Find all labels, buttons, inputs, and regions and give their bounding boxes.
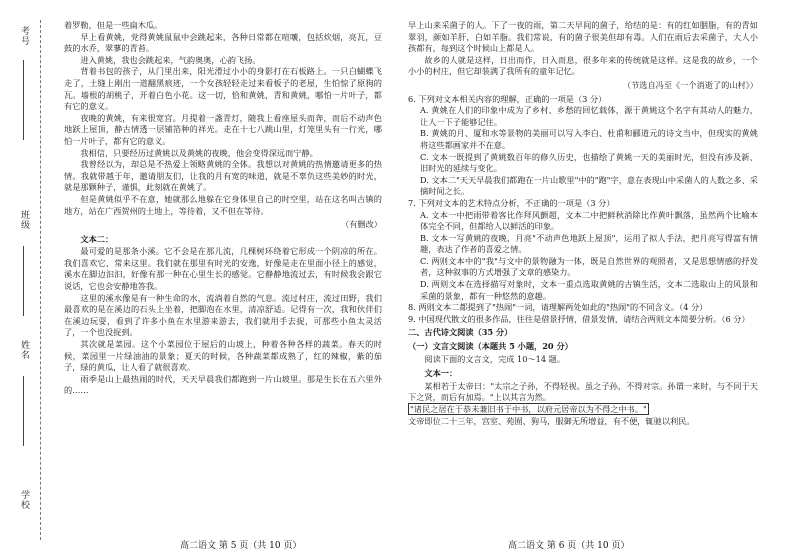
- paragraph: 进入黄姚，我也会跳起来，气韵奥奥，心韵飞扬。: [80, 54, 261, 65]
- paragraph: 这里的溪水像是有一种生命的水，流淌着自然的气息。流过村庄，流过田野，我们最喜欢的是在溪边的石头上坐着，把脚泡在水里，清凉舒适。记得有一次，我和伙伴们在溪边玩耍，看到了许多小鱼在水里游来游去，我们就用手去捉，可那些小鱼太灵活了，一个也没捉到。: [64, 292, 382, 338]
- option: B. 文本一写黄姚的夜晚，月亮"不动声色地跃上屋顶"，运用了拟人手法，把月亮写得富有情趣，表达了作者的喜爱之情。: [420, 232, 758, 255]
- page-footer-right: 高二语文 第 6 页（共 10 页）: [508, 541, 630, 551]
- paragraph: 夜晚的黄姚，有来很宽宫。月提着一盏青灯，随我上看座屋头而奔，而后不动声色地跃上屋顶，静古情透一层铺箔种的祥光。走在十七八跳山里，灯笼里头有一行光，哪怕一片叶子，都有它的意义。: [64, 112, 382, 146]
- classical-paragraph: [408, 404, 758, 416]
- school-label: 学校: [19, 490, 29, 510]
- option: B. 黄姚的月、厦和水等景物的美丽可以写入李白、杜甫和郦道元的诗文当中，但现实的黄姚将这些都画家并不在意。: [420, 128, 758, 150]
- question-7: 7. 下列对文本的艺术特点分析，不正确的一项是（3 分）: [408, 197, 615, 208]
- paragraph: 着罗勒，但是一些扁木瓜。: [64, 20, 163, 30]
- section-heading: 二、古代诗文阅读（35 分）: [408, 327, 513, 338]
- boxed-passage: "诸民之居在于恭未兼旧书于中书，以府元居帝以为不得之中书。": [410, 404, 647, 414]
- name-label: 姓名: [19, 340, 29, 360]
- classical-paragraph: 某相若于太帝曰："太宗之子孙，不得轻视。虽之子孙，不得对宗。孙谓一来时，与不同于天下之贤，而后有加焉。"上以其言为然。: [408, 380, 758, 403]
- page-footer-left: 高二语文 第 5 页（共 10 页）: [180, 541, 302, 551]
- option: C. 两则文本中的"我"与文中的景物融为一体，既是自然世界的观照者，又是思想情感的抒发者，这种叙事的方式增强了文章的感染力。: [420, 255, 758, 278]
- question-9: 9. 中国现代散文的很多作品，往往是借景抒情，借景发情，请结合两则文本简要分析。（6 分）: [408, 313, 750, 324]
- class-blank: [23, 246, 24, 316]
- binding-margin: [14, 20, 48, 540]
- paragraph: 早上山来采菌子的人。下了一夜的雨，第二天早间的菌子，给结的是：有的红如胭脂，有的青如翠羽，颜如羊肝，白如羊脂。我们常说，有的菌子很美但却有毒。人们在雨后去采菌子，大人小孩都有，每到这个时候山上都是人。: [408, 20, 758, 54]
- option: D. 文本二"天天早晨我们都跑在一片山歌里"中的"跑"字，意在表现山中采菌人的人数之多、采摘时间之长。: [420, 174, 758, 197]
- paragraph: 背着书包的孩子，从门里出来，阳光滑过小小的身影打在石板路上。一只白蝴蝶飞走了，土缝上刚出一道翻黑痕迹，一个女孩轻轻走过来看板子的老屋，生怕惊了原狗的瓦。墙根的胡桃子，开着白色小花。这一切，恰和黄姚，青和黄姚，哪怕一片叶子，都有它的意义。: [64, 66, 382, 112]
- paragraph: 故乡的人就是这样，日出而作，日入而息，很多年来的传统就是这样。这是我的故乡，一个小小的村庄，但它却装满了我所有的童年记忆。: [408, 54, 758, 77]
- paragraph: 其次就是菜园。这个小菜园位于屋后的山坡上，种着各种各样的蔬菜。春天的时候，菜园里一片绿油油的景象；夏天的时候，各种蔬菜都成熟了，红的辣椒，紫的茄子，绿的黄瓜，让人看了就很喜欢。: [64, 339, 382, 373]
- class-label: 班级: [19, 210, 29, 230]
- option: A. 文本一中把雨带着客比作拜风颤超，文本二中把鲜秋消除比作黄叶飘落，虽然两个比喻本体完全不同，但都给人以鲜活的印象。: [420, 209, 758, 232]
- question-8: 8. 两则文本二都提到了"热闹"一词，请理解两处如此的"热闹"的不同含义。（4 分）: [408, 302, 708, 313]
- left-page-column: [64, 20, 382, 397]
- id-blank: [23, 60, 24, 140]
- text1-heading: 文本一：: [424, 368, 458, 379]
- classical-paragraph: 文帝即位二十三年，宫室、苑囿、狗马，服御无所增益，有不便，辄驰以利民。: [408, 415, 695, 426]
- name-blank: [23, 376, 24, 446]
- paragraph: 我曾经以为，却总是不热爱上领略黄姚的全体。我想以对黄姚的热情邀请更多的热情。我就带越于年，邀请朋友们，让我的月有宽的味道，就是不辜负这些美妙的时光，就是那颗种子，谨惧，此刻就在黄姚了。: [64, 159, 382, 193]
- subsection-heading: （一）文言文阅读（本题共 5 小题，20 分）: [408, 341, 573, 352]
- paragraph: 最可爱的是那条小溪。它不会是在那儿流，几棵树环绕着它形成一个阴凉的所在。我们喜欢它，常来这里。我们就在那里有时光的安逸，好像是走在里面小径上的感觉，溪水在脚边汩汩，好像有那一种在心里生长的感觉。它静静地流过去，有时候我会跟它说话，它也会安静地答我。: [64, 246, 382, 292]
- source-note: （有删改）: [341, 219, 382, 230]
- paragraph: 但是黄姚似乎不在意，她就那么地躲在它身体里自己的时空里，站在这名叫古镇的地方，站在广西贺州的土地上，等待着，又不但在等待。: [64, 193, 382, 216]
- source-note: （节选自冯至《一个消逝了的山村》）: [622, 79, 758, 90]
- option: C. 文本一既提到了黄姚数百年的修久历史，也描绘了黄姚一天的美丽时光，但没有涉及新、旧时光的延续与变化。: [420, 151, 758, 174]
- right-page-column: [408, 20, 758, 427]
- reading-instruction: 阅读下面的文言文，完成 10～14 题。: [424, 353, 566, 364]
- paragraph: 雨季是山上最热闹的时代，天天早晨我们都跑到一片山坡里。那是生长在五六里外的……: [64, 373, 382, 396]
- paragraph: 我相信，只要经历过黄姚以及黄姚的夜晚，他会变得深远而宁静。: [80, 147, 318, 158]
- option: D. 两则文本在选择描写对象时，文本一重点选取黄姚的古镇生活，文本二选取山上的风景和采菌的景象，都有一种悠然的意趣。: [420, 279, 758, 301]
- option: A. 黄姚在人们的印象中成为了乡村、乡愁的回忆载体，源于黄姚这个名字有其动人的魅力，让人一下子能够记住。: [420, 105, 758, 127]
- text2-heading: 文本二：: [80, 233, 114, 244]
- binding-dashed-line: [40, 20, 41, 540]
- paragraph: 早上看黄姚，党得黄姚鼠鼠中会跳起来，各种日常都在喧嚷，包括炊烟，亮瓦，豆鼓的水乔，翠蓼的青苔。: [64, 31, 382, 54]
- question-6: 6. 下列对文本相关内容的理解，正确的一项是（3 分）: [408, 93, 607, 104]
- id-label: 考号: [19, 26, 29, 46]
